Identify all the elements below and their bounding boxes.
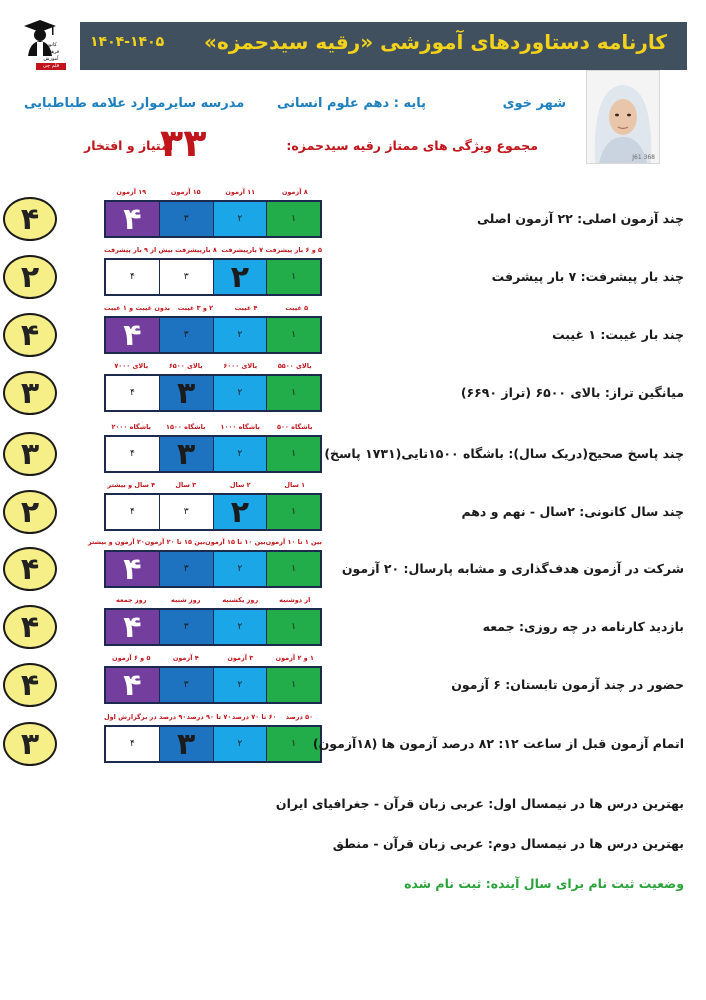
achievement-question: چند سال کانونی: ۲سال - نهم و دهم bbox=[461, 504, 684, 519]
best-lessons-second-half: بهترین درس ها در نیمسال دوم: عربی زبان قرآن - منطق bbox=[332, 836, 684, 851]
level-label: بالای ۵۵۰۰ bbox=[277, 362, 312, 370]
score-circle: ۳ bbox=[3, 371, 57, 415]
level-label: روز یکشنبه bbox=[222, 596, 259, 604]
level-label: بالای ۶۵۰۰ bbox=[168, 362, 203, 370]
level-label: ۸ آزمون bbox=[281, 188, 308, 196]
level-cell: ۲ bbox=[213, 668, 267, 702]
level-labels bbox=[104, 481, 322, 491]
achievement-question: شرکت در آزمون هدف‌گذاری و مشابه پارسال: ۲۰ آزمون bbox=[341, 561, 684, 576]
level-label: ۹۰ درصد در برگزارش اول bbox=[104, 713, 187, 721]
level-label: ۴ آزمون bbox=[172, 654, 199, 662]
level-label: ۷ بارپیشرفت bbox=[221, 246, 264, 254]
level-cell: ۱ bbox=[266, 260, 320, 294]
score-circle: ۴ bbox=[3, 313, 57, 357]
level-cell: ۱ bbox=[266, 202, 320, 236]
level-labels bbox=[104, 246, 322, 256]
score-circle: ۳ bbox=[3, 722, 57, 766]
level-label: بدون غیبت و ۱ غیبت bbox=[104, 304, 171, 312]
level-cell-selected: ۴ bbox=[106, 552, 159, 586]
level-label: ۵ و ۶ آزمون bbox=[112, 654, 151, 662]
level-cell: ۴ bbox=[106, 437, 159, 471]
level-label: ۳ سال bbox=[175, 481, 197, 489]
level-label: بیش از ۹ بار پیشرفت bbox=[103, 246, 173, 254]
level-cell: ۱ bbox=[266, 552, 320, 586]
score-circle: ۴ bbox=[3, 663, 57, 707]
score-circle: ۴ bbox=[3, 605, 57, 649]
level-label: ۱۱ آزمون bbox=[225, 188, 256, 196]
level-cell-selected: ۴ bbox=[106, 202, 159, 236]
level-cell: ۱ bbox=[266, 437, 320, 471]
level-labels bbox=[104, 713, 322, 723]
logo-text-line: کانون bbox=[45, 42, 57, 48]
achievement-question: بازدید کارنامه در چه روزی: جمعه bbox=[482, 619, 684, 634]
score-circle: ۲ bbox=[3, 490, 57, 534]
level-cell: ۳ bbox=[159, 552, 213, 586]
registration-status: وضعیت ثبت نام برای سال آینده: ثبت نام شده bbox=[404, 876, 684, 891]
level-cell: ۳ bbox=[159, 668, 213, 702]
level-label: باشگاه ۱۵۰۰ bbox=[166, 423, 206, 431]
level-scale bbox=[104, 374, 322, 412]
level-label: بالای ۷۰۰۰ bbox=[114, 362, 149, 370]
level-label: باشگاه ۱۰۰۰ bbox=[220, 423, 260, 431]
level-scale bbox=[104, 435, 322, 473]
level-label: بالای ۶۰۰۰ bbox=[223, 362, 258, 370]
level-label: ۷۰ تا ۹۰ درصد bbox=[186, 713, 232, 721]
level-scale bbox=[104, 725, 322, 763]
achievement-question: اتمام آزمون قبل از ساعت ۱۲: ۸۲ درصد آزمون ها (۱۸آزمون) bbox=[312, 736, 684, 751]
score-circle: ۲ bbox=[3, 255, 57, 299]
level-cell: ۴ bbox=[106, 495, 159, 529]
report-years: ۱۴۰۴-۱۴۰۵ bbox=[90, 34, 165, 50]
level-scale bbox=[104, 608, 322, 646]
level-label: ۵ غیبت bbox=[285, 304, 309, 312]
student-photo bbox=[586, 70, 660, 164]
level-label: ۸ بارپیشرفت bbox=[175, 246, 217, 254]
level-cell: ۱ bbox=[266, 495, 320, 529]
level-cell: ۳ bbox=[159, 260, 213, 294]
achievement-question: چند آزمون اصلی: ۲۲ آزمون اصلی bbox=[476, 211, 684, 226]
level-cell: ۳ bbox=[159, 202, 213, 236]
score-circle: ۴ bbox=[3, 197, 57, 241]
level-label: روز شنبه bbox=[171, 596, 201, 604]
level-labels bbox=[104, 304, 322, 314]
level-cell: ۴ bbox=[106, 376, 159, 410]
logo-text-line: فرهنگی bbox=[42, 49, 60, 55]
student-portrait-icon bbox=[587, 71, 659, 163]
level-cell: ۴ bbox=[106, 260, 159, 294]
level-cell: ۳ bbox=[159, 495, 213, 529]
achievement-question: میانگین تراز: بالای ۶۵۰۰ (تراز ۶۶۹۰) bbox=[460, 385, 684, 400]
level-label: ۵۰ درصد bbox=[285, 713, 314, 721]
total-score: ۳۳ bbox=[160, 121, 207, 165]
level-scale bbox=[104, 316, 322, 354]
photo-id: J61 368 bbox=[632, 154, 655, 161]
score-circle: ۴ bbox=[3, 547, 57, 591]
level-cell: ۱ bbox=[266, 727, 320, 761]
achievement-question: چند پاسخ صحیح(دریک سال): باشگاه ۱۵۰۰تایی(۱۷۳۱ پاسخ) bbox=[324, 446, 684, 461]
level-cell: ۲ bbox=[213, 437, 267, 471]
level-labels bbox=[104, 423, 322, 433]
achievement-question: چند بار پیشرفت: ۷ بار پیشرفت bbox=[491, 269, 684, 284]
level-scale bbox=[104, 550, 322, 588]
level-label: ۴ غیبت bbox=[234, 304, 258, 312]
level-cell-selected: ۳ bbox=[159, 727, 213, 761]
level-labels bbox=[104, 362, 322, 372]
level-label: باشگاه ۵۰۰ bbox=[276, 423, 313, 431]
student-city: شهر خوی bbox=[502, 96, 566, 111]
level-label: ۳ آزمون bbox=[227, 654, 254, 662]
level-label: بین ۱۵ تا ۲۰ آزمون bbox=[144, 538, 206, 546]
level-label: ۱ و ۲ آزمون bbox=[275, 654, 314, 662]
level-label: از دوشنبه bbox=[279, 596, 311, 604]
student-school: مدرسه سایرموارد علامه طباطبایی bbox=[24, 96, 245, 111]
best-lessons-first-half: بهترین درس ها در نیمسال اول: عربی زبان قرآن - جغرافیای ایران bbox=[275, 796, 684, 811]
level-labels bbox=[104, 596, 322, 606]
level-cell: ۲ bbox=[213, 202, 267, 236]
level-cell: ۲ bbox=[213, 610, 267, 644]
achievement-question: حضور در چند آزمون تابستان: ۶ آزمون bbox=[451, 677, 684, 692]
level-scale bbox=[104, 258, 322, 296]
level-labels bbox=[104, 188, 322, 198]
student-grade: پایه : دهم علوم انسانی bbox=[276, 96, 426, 111]
total-caption: امتیاز و افتخار bbox=[84, 138, 174, 153]
level-label: باشگاه ۲۰۰۰ bbox=[111, 423, 151, 431]
level-label: ۵ و ۶ بار پیشرفت bbox=[265, 246, 322, 254]
level-label: ۶۰ تا ۷۰ درصد bbox=[231, 713, 277, 721]
level-label: ۱۵ آزمون bbox=[170, 188, 201, 196]
score-circle: ۳ bbox=[3, 432, 57, 476]
level-label: بین ۱ تا ۱۰ آزمون bbox=[265, 538, 322, 546]
level-cell-selected: ۳ bbox=[159, 376, 213, 410]
level-label: ۴ سال و بیشتر bbox=[107, 481, 156, 489]
level-label: ۲ و ۳ غیبت bbox=[177, 304, 214, 312]
level-cell: ۴ bbox=[106, 727, 159, 761]
level-cell: ۱ bbox=[266, 668, 320, 702]
level-cell: ۲ bbox=[213, 376, 267, 410]
level-label: ۲۰ آزمون و بیشتر bbox=[87, 538, 145, 546]
level-cell: ۱ bbox=[266, 610, 320, 644]
header-bar bbox=[80, 22, 687, 70]
level-cell: ۱ bbox=[266, 318, 320, 352]
level-cell-selected: ۴ bbox=[106, 610, 159, 644]
level-scale bbox=[104, 200, 322, 238]
level-label: ۱۹ آزمون bbox=[116, 188, 147, 196]
logo-text-line: آموزش bbox=[43, 56, 59, 62]
logo-text-line: قلم چی bbox=[36, 63, 66, 70]
level-cell: ۲ bbox=[213, 318, 267, 352]
level-label: روز جمعه bbox=[116, 596, 147, 604]
level-scale bbox=[104, 666, 322, 704]
level-cell: ۲ bbox=[213, 727, 267, 761]
level-cell: ۳ bbox=[159, 610, 213, 644]
level-cell-selected: ۴ bbox=[106, 318, 159, 352]
level-label: ۱ سال bbox=[284, 481, 306, 489]
level-cell: ۲ bbox=[213, 552, 267, 586]
level-cell: ۱ bbox=[266, 376, 320, 410]
level-cell-selected: ۲ bbox=[213, 260, 267, 294]
level-labels bbox=[87, 538, 322, 548]
level-label: بین ۱۰ تا ۱۵ آزمون bbox=[205, 538, 266, 546]
level-scale bbox=[104, 493, 322, 531]
level-cell-selected: ۲ bbox=[213, 495, 267, 529]
total-label: مجموع ویژگی های ممتاز رقیه سیدحمزه: bbox=[286, 138, 538, 153]
level-labels bbox=[104, 654, 322, 664]
kanoon-logo bbox=[18, 18, 68, 86]
level-cell: ۳ bbox=[159, 318, 213, 352]
achievement-question: چند بار غیبت: ۱ غیبت bbox=[552, 327, 684, 342]
level-label: ۲ سال bbox=[229, 481, 251, 489]
level-cell-selected: ۴ bbox=[106, 668, 159, 702]
report-title: کارنامه دستاوردهای آموزشی «رقیه سیدحمزه» bbox=[204, 30, 667, 54]
level-cell-selected: ۳ bbox=[159, 437, 213, 471]
